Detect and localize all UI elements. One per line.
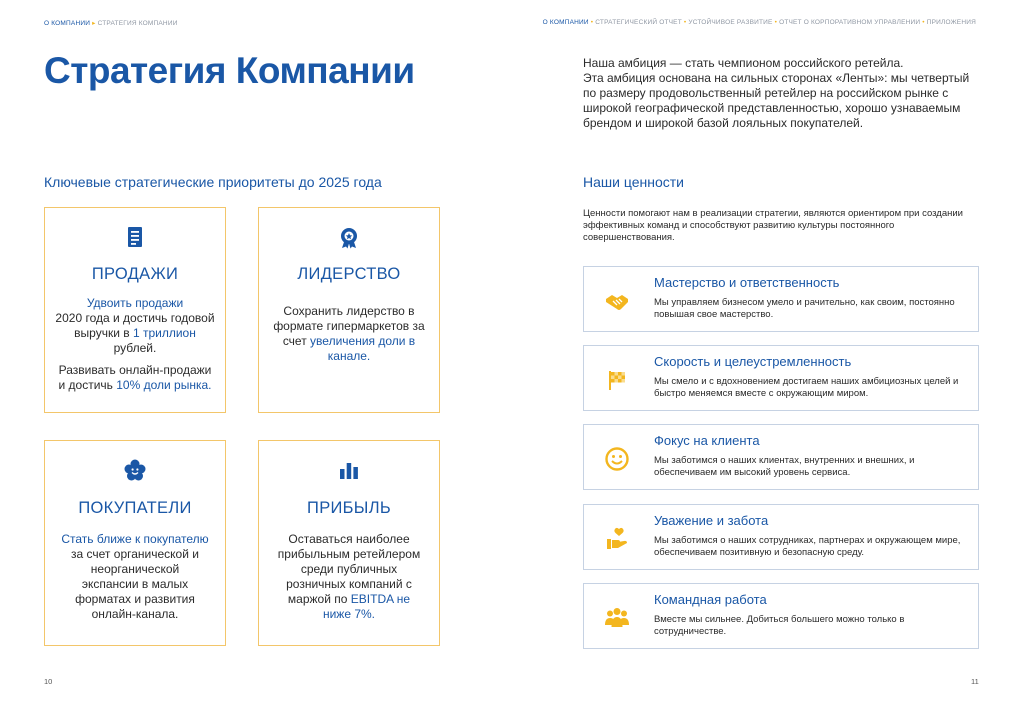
text: Сохранить лидерство в формате гипермаркетов за счет bbox=[273, 304, 425, 348]
value-title: Фокус на клиента bbox=[654, 433, 760, 448]
text: Развивать онлайн-продажи и достичь bbox=[58, 363, 212, 392]
text: Оставаться наиболее прибыльным ретейлером среди публичных розничных компаний с маржой по bbox=[277, 532, 421, 606]
highlight: Удвоить продажи bbox=[86, 296, 184, 310]
nav-separator: ▸ bbox=[92, 20, 96, 27]
nav-item-governance[interactable]: ОТЧЕТ О КОРПОРАТИВНОМ УПРАВЛЕНИИ bbox=[779, 19, 921, 26]
card-body bbox=[55, 296, 215, 393]
text: за счет органической и неорганической экспансии в малых форматах и развития онлайн-канала. bbox=[71, 547, 199, 621]
value-title: Уважение и забота bbox=[654, 513, 769, 528]
nav-separator: • bbox=[922, 19, 925, 26]
flower-face-icon bbox=[45, 459, 225, 479]
values-heading: Наши ценности bbox=[583, 174, 684, 190]
section-nav-right bbox=[543, 19, 976, 26]
card-title: ПРОДАЖИ bbox=[91, 265, 179, 283]
highlight: 1 триллион bbox=[132, 326, 196, 340]
nav-item-strategic-report[interactable]: СТРАТЕГИЧЕСКИЙ ОТЧЕТ bbox=[595, 19, 682, 26]
text: 2020 года и достичь годовой выручки в bbox=[55, 311, 215, 340]
card-title: ПРИБЫЛЬ bbox=[307, 499, 391, 517]
ambition-line-1: Наша амбиция — стать чемпионом российского ретейла. bbox=[583, 56, 904, 70]
card-title: ЛИДЕРСТВО bbox=[297, 265, 401, 283]
value-item-customer-focus bbox=[583, 424, 979, 490]
value-desc: Вместе мы сильнее. Добиться большего можно только в сотрудничестве. bbox=[654, 614, 905, 637]
value-item-mastery bbox=[583, 266, 979, 332]
highlight: EBITDA не ниже 7%. bbox=[322, 592, 411, 621]
bar-chart-icon bbox=[259, 460, 439, 480]
nav-separator: • bbox=[683, 19, 687, 26]
priority-card-customers bbox=[44, 440, 226, 646]
smiley-icon bbox=[604, 446, 630, 472]
finish-flag-icon bbox=[604, 367, 630, 393]
value-title: Командная работа bbox=[654, 592, 767, 607]
team-icon bbox=[604, 605, 630, 631]
value-item-respect bbox=[583, 504, 979, 570]
nav-item-appendices[interactable]: ПРИЛОЖЕНИЯ bbox=[926, 19, 976, 26]
card-body bbox=[269, 304, 429, 364]
value-desc: Мы смело и с вдохновением достигаем наших амбициозных целей и быстро меняемся вместе с окружающим миром. bbox=[654, 376, 959, 399]
ambition-line-2: Эта амбиция основана на сильных сторонах «Ленты»: мы четвертый по размеру продовольственный ретейлер на российском рынке с широкой географической представленностью, хорошо узнаваемым брендом и широкой базой лояльных покупателей. bbox=[583, 71, 970, 130]
nav-item-sustainability[interactable]: УСТОЙЧИВОЕ РАЗВИТИЕ bbox=[688, 19, 773, 26]
value-title: Скорость и целеустремленность bbox=[654, 354, 852, 369]
value-title: Мастерство и ответственность bbox=[654, 275, 840, 290]
nav-separator: • bbox=[590, 19, 594, 26]
card-body bbox=[61, 532, 209, 622]
card-body bbox=[275, 532, 423, 622]
highlight: Стать ближе к покупателю bbox=[61, 532, 209, 546]
card-title: ПОКУПАТЕЛИ bbox=[78, 499, 192, 517]
page-number-left: 10 bbox=[44, 677, 53, 686]
nav-current[interactable]: СТРАТЕГИЯ КОМПАНИИ bbox=[97, 20, 178, 27]
page-title: Стратегия Компании bbox=[44, 50, 415, 91]
value-desc: Мы управляем бизнесом умело и рачительно, как своим, постоянно повышая свое мастерство. bbox=[654, 297, 955, 320]
highlight: увеличения доли в канале. bbox=[310, 334, 416, 363]
value-item-speed bbox=[583, 345, 979, 411]
text: рублей. bbox=[113, 341, 157, 355]
nav-about[interactable]: О КОМПАНИИ bbox=[44, 20, 91, 27]
receipt-icon bbox=[45, 226, 225, 246]
value-item-teamwork bbox=[583, 583, 979, 649]
award-medal-icon bbox=[259, 227, 439, 247]
priority-card-sales bbox=[44, 207, 226, 413]
heart-hand-icon bbox=[604, 526, 630, 552]
ambition-text bbox=[583, 56, 983, 131]
value-desc: Мы заботимся о наших клиентах, внутренних и внешних, и обеспечиваем им высокий уровень сервиса. bbox=[654, 455, 915, 478]
breadcrumb-left bbox=[44, 19, 178, 27]
handshake-icon bbox=[604, 288, 630, 314]
priorities-heading: Ключевые стратегические приоритеты до 2025 года bbox=[44, 174, 382, 190]
highlight: 10% доли рынка. bbox=[116, 378, 212, 392]
priority-card-leadership bbox=[258, 207, 440, 413]
values-intro: Ценности помогают нам в реализации стратегии, являются ориентиром при создании эффективных команд и способствуют развитию культуры постоянного совершенствования. bbox=[583, 208, 963, 243]
nav-item-about[interactable]: О КОМПАНИИ bbox=[542, 19, 589, 26]
page-number-right: 11 bbox=[971, 677, 979, 686]
nav-separator: • bbox=[774, 19, 778, 26]
priority-card-profit bbox=[258, 440, 440, 646]
value-desc: Мы заботимся о наших сотрудниках, партнерах и окружающем мире, обеспечиваем позитивную и безопасную среду. bbox=[654, 535, 961, 558]
